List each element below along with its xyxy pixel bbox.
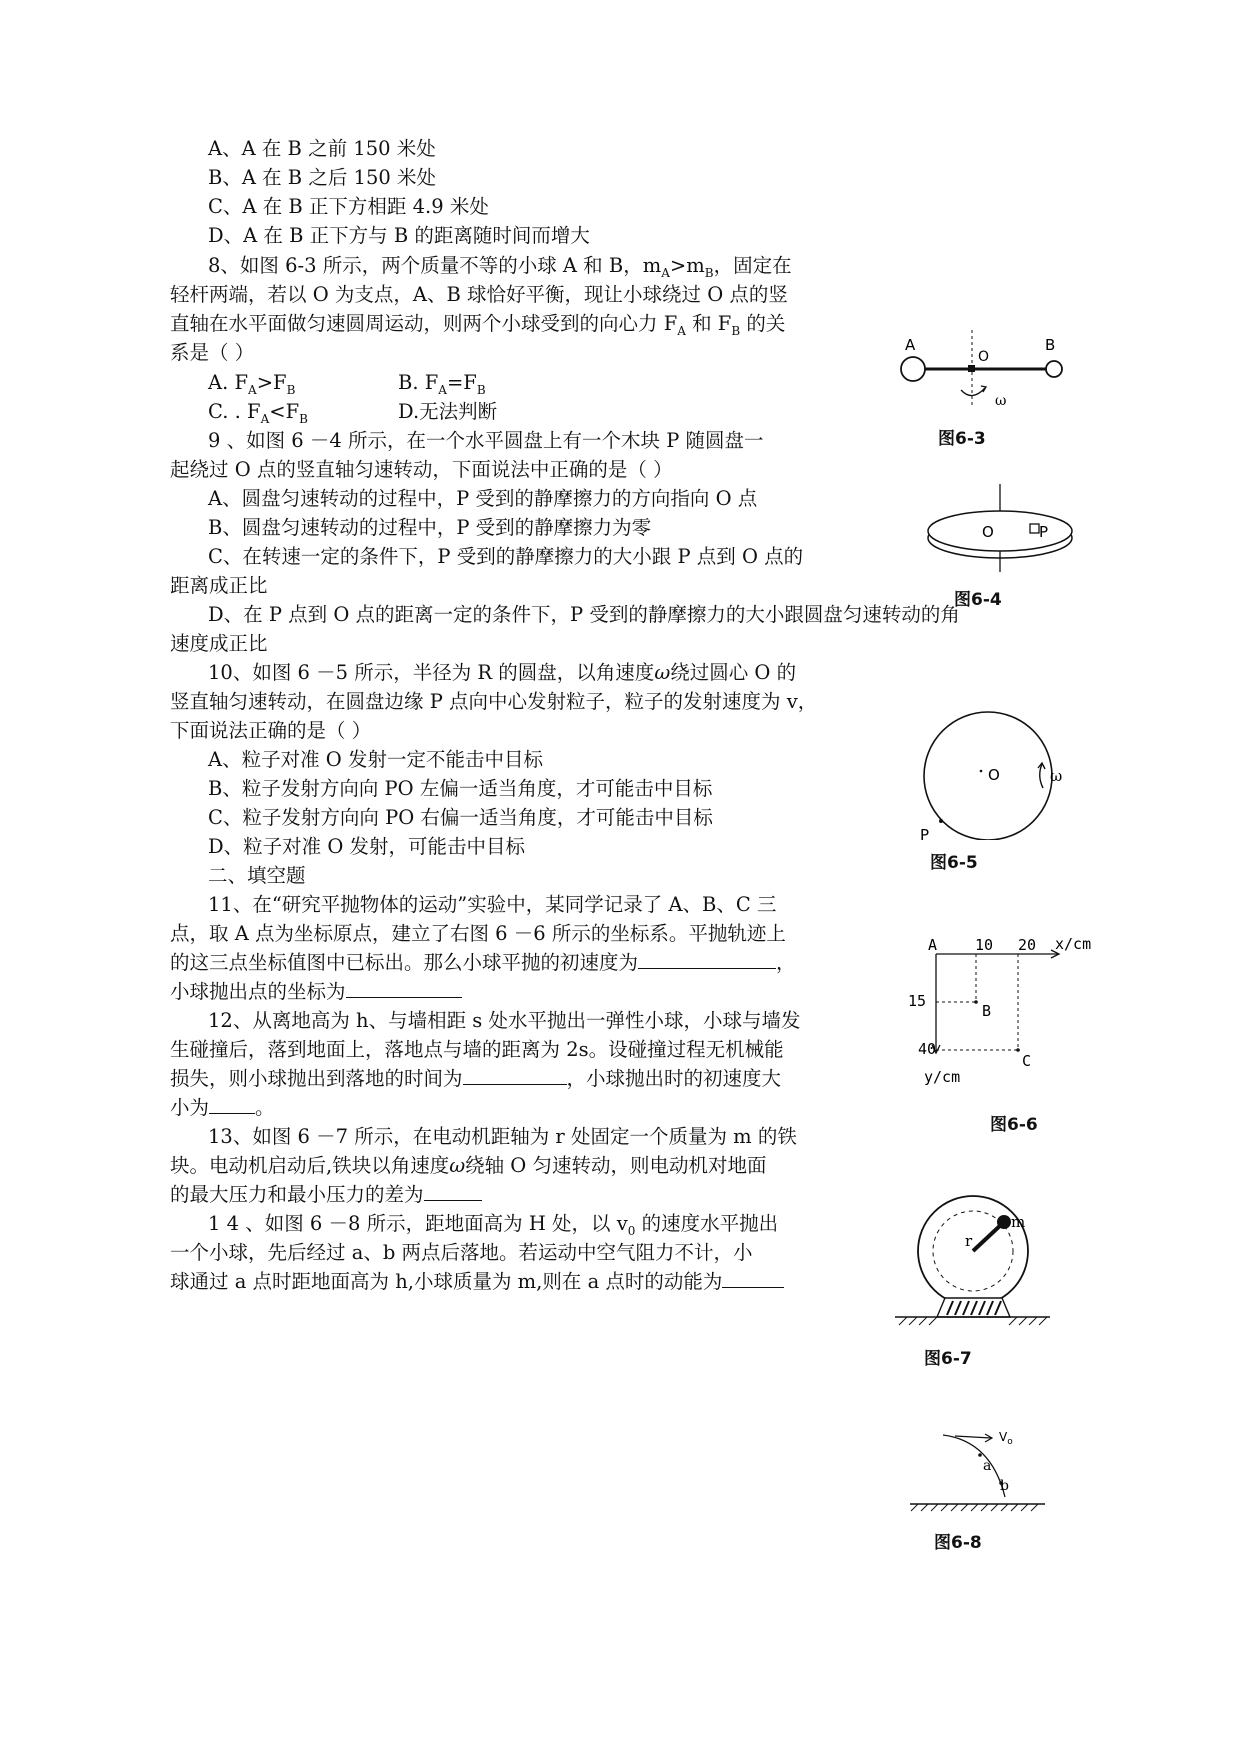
iron-block-m <box>997 1215 1011 1229</box>
q10-option-c: C、粒子发射方向向 PO 右偏一适当角度，才可能击中目标 <box>208 806 713 829</box>
q14-stem-line2: 一个小球，先后经过 a、b 两点后落地。若运动中空气阻力不计，小 <box>170 1241 753 1264</box>
fig64-label-o: O <box>982 523 994 541</box>
answer-blank[interactable] <box>209 1093 255 1114</box>
answer-blank[interactable] <box>346 977 462 998</box>
fig66-x20: 20 <box>1018 936 1037 954</box>
q10-stem-line1: 10、如图 6 －5 所示，半径为 R 的圆盘，以角速度ω绕过圆心 O 的 <box>208 661 797 684</box>
q9-option-d-cont: 速度成正比 <box>170 632 268 655</box>
fig66-y15: 15 <box>908 992 927 1010</box>
figure-6-3-caption: 图6-3 <box>938 429 986 449</box>
fig66-label-a: A <box>928 936 938 954</box>
velocity-arrow <box>955 1436 991 1438</box>
q8-option-c: C. . $F_A<F_B$ <box>208 400 308 426</box>
q7-option-a: A、A 在 B 之前 150 米处 <box>208 137 436 160</box>
point-p <box>939 819 943 823</box>
answer-blank[interactable] <box>463 1064 567 1085</box>
figure-6-7 <box>895 1195 1070 1330</box>
fig63-label-b: B <box>1045 336 1056 354</box>
q8-option-d: D.无法判断 <box>398 400 498 423</box>
q10-option-d: D、粒子对准 O 发射，可能击中目标 <box>208 835 526 858</box>
q7-option-d: D、A 在 B 正下方与 B 的距离随时间而增大 <box>208 224 590 247</box>
q11-stem-line1: 11、在“研究平抛物体的运动”实验中，某同学记录了 A、B、C 三 <box>208 893 777 916</box>
fig66-x-axis-label: x/cm <box>1055 935 1092 953</box>
q13-stem-line3: 的最大压力和最小压力的差为 <box>170 1180 482 1210</box>
q7-option-c: C、A 在 B 正下方相距 4.9 米处 <box>208 195 489 218</box>
wood-block-p <box>1030 524 1039 533</box>
figure-6-6 <box>908 932 1108 1107</box>
q11-stem-line2: 点，取 A 点为坐标原点，建立了右图 6 －6 所示的坐标系。平抛轨迹上 <box>170 922 786 945</box>
answer-blank[interactable] <box>722 1267 784 1288</box>
q10-option-a: A、粒子对准 O 发射一定不能击中目标 <box>208 748 543 771</box>
q9-option-a: A、圆盘匀速转动的过程中，P 受到的静摩擦力的方向指向 O 点 <box>208 487 758 510</box>
fig67-label-r: r <box>965 1232 973 1250</box>
q8-stem-line1: 8、如图 6-3 所示，两个质量不等的小球 A 和 B，$m_A>m_B$，固定在 <box>208 254 792 280</box>
q8-stem-line2: 轻杆两端，若以 O 为支点，A、B 球恰好平衡，现让小球绕过 O 点的竖 <box>170 283 788 306</box>
q9-option-c-cont: 距离成正比 <box>170 574 268 597</box>
q12-stem-line2: 生碰撞后，落到地面上，落地点与墙的距离为 2s。设碰撞过程无机械能 <box>170 1038 784 1061</box>
fig64-label-p: P <box>1039 523 1049 541</box>
answer-blank[interactable] <box>638 948 776 969</box>
q8-stem-line3: 直轴在水平面做匀速圆周运动，则两个小球受到的向心力 $F_A$ 和 $F_B$ 的关 <box>170 312 786 338</box>
fig66-label-c: C <box>1022 1052 1032 1070</box>
q14-stem-line3: 球通过 a 点时距地面高为 h,小球质量为 m,则在 a 点时的动能为 <box>170 1267 784 1297</box>
point-c <box>1016 1048 1020 1052</box>
q10-stem-line2: 竖直轴匀速转动，在圆盘边缘 P 点向中心发射粒子，粒子的发射速度为 v， <box>170 690 818 713</box>
q9-option-b: B、圆盘匀速转动的过程中，P 受到的静摩擦力为零 <box>208 516 652 539</box>
trajectory <box>943 1435 1005 1497</box>
ball-a <box>901 357 925 381</box>
fig67-label-m: m <box>1011 1213 1026 1231</box>
q10-stem-line3: 下面说法正确的是（ ） <box>170 719 372 742</box>
fig68-label-a: a <box>983 1458 992 1474</box>
q12-stem-line4: 小为 。 <box>170 1093 275 1123</box>
fig63-omega: ω <box>995 393 1007 409</box>
pivot-o <box>968 365 975 372</box>
figure-6-8 <box>905 1425 1055 1525</box>
point-b <box>974 1000 978 1004</box>
q12-stem-line1: 12、从离地高为 h、与墙相距 s 处水平抛出一弹性小球，小球与墙发 <box>208 1009 801 1032</box>
fig68-label-v: $V_o$ <box>999 1430 1013 1447</box>
figure-6-5-caption: 图6-5 <box>930 853 978 873</box>
q9-stem-line2: 起绕过 O 点的竖直轴匀速转动，下面说法中正确的是（ ） <box>170 458 673 481</box>
fig63-label-o: O <box>978 349 990 365</box>
q9-option-c: C、在转速一定的条件下，P 受到的静摩擦力的大小跟 P 点到 O 点的 <box>208 545 804 568</box>
figure-6-6-caption: 图6-6 <box>990 1115 1038 1135</box>
fig66-y40: 40 <box>918 1040 937 1058</box>
rotation-arrow-icon <box>1040 764 1043 788</box>
q8-option-a: A. $F_A>F_B$ <box>208 371 296 397</box>
figure-6-3 <box>895 330 1095 440</box>
q13-stem-line1: 13、如图 6 －7 所示，在电动机距轴为 r 处固定一个质量为 m 的铁 <box>208 1125 797 1148</box>
section-heading: 二、填空题 <box>208 864 306 887</box>
fig68-label-b: b <box>1000 1478 1009 1494</box>
rotation-arrow-icon <box>961 388 985 396</box>
q9-option-d: D、在 P 点到 O 点的距离一定的条件下，P 受到的静摩擦力的大小跟圆盘匀速转动的角 <box>208 603 960 626</box>
fig65-omega: ω <box>1050 767 1063 785</box>
fig65-label-p: P <box>920 826 930 840</box>
figure-6-7-caption: 图6-7 <box>924 1349 972 1369</box>
figure-6-4-caption: 图6-4 <box>954 590 1002 610</box>
fig66-y-axis-label: y/cm <box>924 1068 961 1086</box>
figure-6-4 <box>925 482 1075 577</box>
fig65-label-o: O <box>988 766 1000 784</box>
point-a <box>978 1453 982 1457</box>
figure-6-8-caption: 图6-8 <box>934 1533 982 1553</box>
q7-option-b: B、A 在 B 之后 150 米处 <box>208 166 436 189</box>
answer-blank[interactable] <box>424 1180 482 1201</box>
q10-option-b: B、粒子发射方向向 PO 左偏一适当角度，才可能击中目标 <box>208 777 713 800</box>
q8-stem-line4: 系是（ ） <box>170 341 255 364</box>
fig66-x10: 10 <box>975 936 994 954</box>
fig63-label-a: A <box>905 336 916 354</box>
figure-6-5 <box>910 700 1080 840</box>
q12-stem-line3: 损失，则小球抛出到落地的时间为 ，小球抛出时的初速度大 <box>170 1064 781 1094</box>
ball-b <box>1046 361 1062 377</box>
q8-option-b: B. $F_A=F_B$ <box>398 371 486 397</box>
q11-stem-line4: 小球抛出点的坐标为 <box>170 977 462 1007</box>
q9-stem-line1: 9 、如图 6 －4 所示，在一个水平圆盘上有一个木块 P 随圆盘一 <box>208 429 764 452</box>
q14-stem-line1: 1 4 、如图 6 －8 所示，距地面高为 H 处，以 $v_0$ 的速度水平抛出 <box>208 1212 779 1238</box>
q13-stem-line2: 块。电动机启动后,铁块以角速度ω绕轴 O 匀速转动，则电动机对地面 <box>170 1154 767 1177</box>
q11-stem-line3: 的这三点坐标值图中已标出。那么小球平抛的初速度为 ， <box>170 948 796 978</box>
rotating-disc <box>928 511 1072 551</box>
fig66-label-b: B <box>982 1002 992 1020</box>
